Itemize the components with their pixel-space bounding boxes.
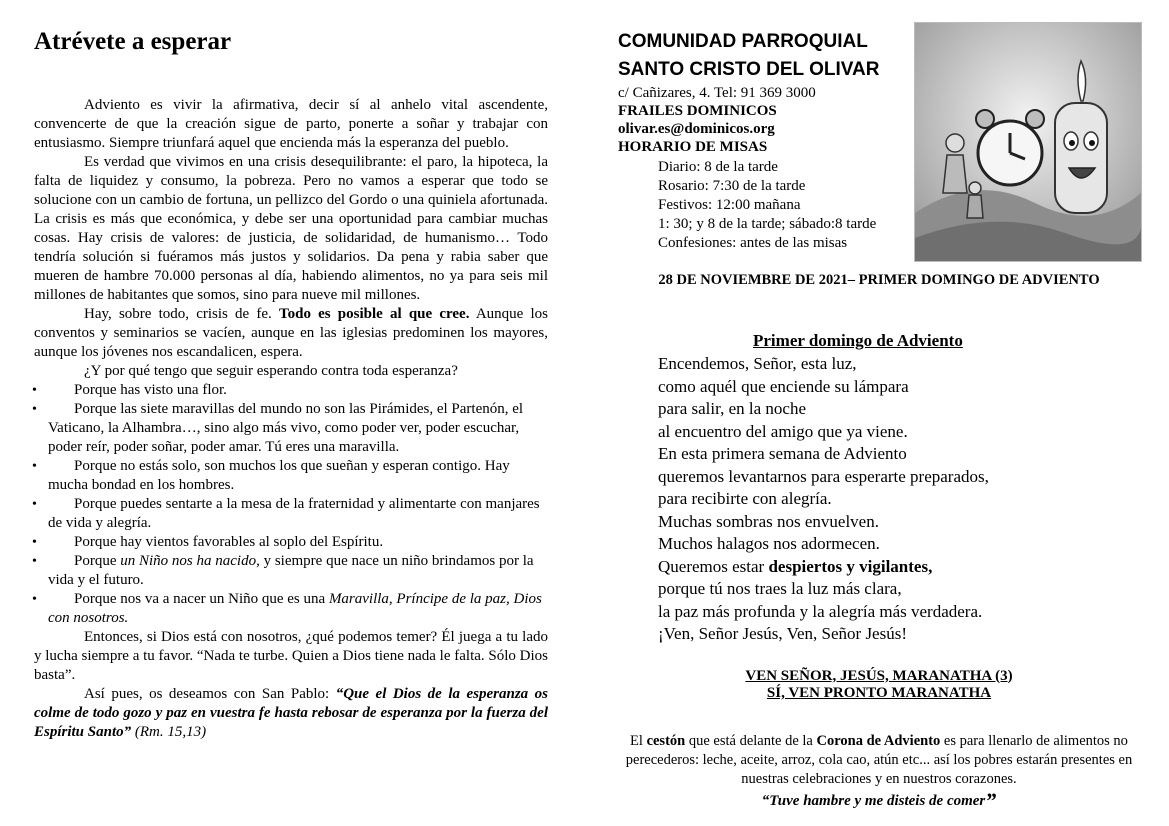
food-collection-note [618, 732, 1140, 789]
poem-vigil-bold: despiertos y vigilantes, [768, 556, 933, 576]
reasons-list [34, 381, 548, 628]
reason-item: • Porque las siete maravillas del mundo no son las Pirámides, el Partenón, el Vaticano, la Alhambra…, sino algo más vivo, como poder ver, poder escuchar, poder reír, poder soñar, poder amar. Tú eres una maravilla. [34, 400, 548, 457]
poem-line: como aquél que enciende su lámpara [658, 376, 909, 396]
article-closing: Entonces, si Dios está con nosotros, ¿qué podemos temer? Él juega a tu lado y lucha siempre a tu favor. “Nada te turbe. Quien a Dios tiene nada le falta. Sólo Dios basta”. [34, 629, 548, 683]
note-part: es para llenarlo de alimentos no perecederos: leche, aceite, arroz, cola cao, atún etc... así los pobres estarán presentes en nuestras celebraciones y en nuestros corazones. [625, 732, 1133, 787]
chorus-line-2: SÍ, VEN PRONTO MARANATHA [766, 684, 992, 701]
reason-nino-italic: un Niño nos ha nacido [120, 553, 257, 569]
mass-time: Rosario: 7:30 de la tarde [658, 178, 806, 194]
poem-line: Encendemos, Señor, esta luz, [658, 354, 857, 373]
reason-item: • Porque puedes sentarte a la mesa de la fraternidad y alimentarte con manjares de vida y alegría. [34, 495, 548, 533]
note-bold-corona: Corona de Adviento [816, 732, 941, 749]
poem-line: Muchas sombras nos envuelven. [658, 511, 879, 531]
parish-name-line-2: SANTO CRISTO DEL OLIVAR [618, 59, 880, 80]
poem [658, 331, 1140, 646]
reason-item-nino [34, 552, 548, 590]
mass-time: Festivos: 12:00 mañana [658, 197, 801, 213]
note-part: que está delante de la [688, 732, 813, 749]
final-pre: Así pues, os deseamos con San Pablo: [84, 686, 330, 702]
poem-line: para recibirte con alegría. [658, 489, 832, 508]
article-paragraph-2: Es verdad que vivimos en una crisis desequilibrante: el paro, la hipoteca, la falta de liquidez y consumo, la pobreza. Pero no vamos a esperar que todo se solucione con un cambio de fortuna, un pellizco del Gordo o una quiniela afortunada. La crisis es más que económica, y debe ser una oportunidad para cambiar muchas cosas. Hay crisis de valores: de justicia, de solidaridad, de humanismo… Todo tendría solución si fuéramos más justos y solidarios. Da pena y rabia saber que mueren de hambre 70.000 personas al día, habiendo alimentos, no ya para seis mil millones de habitantes que somos, sino para nueve mil millones. [34, 154, 548, 303]
poem-line: ¡Ven, Señor Jesús, Ven, Señor Jesús! [658, 624, 907, 643]
advent-candle-clock-cartoon-icon [914, 22, 1142, 262]
reason-item: • Porque no estás solo, son muchos los que sueñan y esperan contigo. Hay mucha bondad en los hombres. [34, 457, 548, 495]
final-ref: (Rm. 15,13) [134, 724, 207, 740]
parish-name-line-1: COMUNIDAD PARROQUIAL [618, 31, 868, 52]
article-paragraph-faith [34, 305, 548, 362]
right-column [618, 28, 1140, 813]
faith-bold: Todo es posible al que cree. [278, 306, 470, 322]
article-paragraph-1: Adviento es vivir la afirmativa, decir sí al anhelo vital ascendente, convencerte de que la creación sigue de parto, ponerte a soñar y trabajar con entusiasmo. Siempre triunfará aquel que encienda más la esperanza del pueblo. [34, 97, 548, 151]
reason-nino-post: , y siempre que nace un niño brindamos por la vida y el futuro. [48, 553, 534, 588]
parish-header [618, 28, 1140, 260]
left-column [34, 28, 548, 742]
article-title: Atrévete a esperar [34, 28, 232, 55]
reason-item: • Porque has visto una flor. [34, 381, 548, 400]
poem-line: Muchos halagos nos adormecen. [658, 534, 880, 553]
reason-maravilla-italic: Maravilla, Príncipe de la paz, Dios con nosotros. [48, 591, 542, 626]
final-quote: “Que el Dios de la esperanza os colme de todo gozo y paz en vuestra fe hasta rebosar de esperanza por la fuerza del Espíritu Santo” [34, 686, 549, 740]
quote-close-mark: ” [985, 787, 997, 813]
poem-line: para salir, en la noche [658, 399, 806, 418]
parish-address: c/ Cañizares, 4. Tel: 91 369 3000 [618, 85, 816, 101]
frailes-label: FRAILES DOMINICOS [618, 103, 777, 119]
quote-text: “Tuve hambre y me disteis de comer [761, 792, 986, 809]
article-final [34, 685, 548, 742]
faith-rest: Aunque los conventos y seminarios se vacíen, aunque en las iglesias predominen los mayores, aunque los jóvenes nos escandalicen, espera. [34, 306, 548, 360]
reason-item-maravilla [34, 590, 548, 628]
note-part: El [630, 732, 643, 749]
reason-maravilla-pre: Porque nos va a nacer un Niño que es una [74, 591, 326, 607]
mass-time: Confesiones: antes de las misas [658, 235, 848, 251]
poem-line-vigil [658, 556, 1140, 579]
horario-title: HORARIO DE MISAS [618, 139, 768, 155]
poem-line: En esta primera semana de Adviento [658, 444, 907, 463]
poem-line: queremos levantarnos para esperarte preparados, [658, 466, 989, 486]
poem-line: al encuentro del amigo que ya viene. [658, 421, 908, 441]
reason-item: • Porque hay vientos favorables al soplo del Espíritu. [34, 533, 548, 552]
mass-time: Diario: 8 de la tarde [658, 159, 778, 175]
article-question: ¿Y por qué tengo que seguir esperando contra toda esperanza? [84, 363, 458, 379]
poem-title: Primer domingo de Adviento [753, 331, 963, 350]
poem-vigil-pre: Queremos estar [658, 556, 765, 576]
reason-nino-pre: Porque [74, 553, 117, 569]
poem-line: la paz más profunda y la alegría más verdadera. [658, 601, 983, 621]
note-bold-ceston: cestón [646, 732, 686, 749]
date-line: 28 DE NOVIEMBRE DE 2021– PRIMER DOMINGO DE ADVIENTO [658, 272, 1100, 288]
chorus-line-1: VEN SEÑOR, JESÚS, MARANATHA (3) [745, 667, 1013, 684]
chorus [618, 668, 1140, 702]
faith-intro: Hay, sobre todo, crisis de fe. [84, 306, 272, 322]
poem-line: porque tú nos traes la luz más clara, [658, 579, 902, 598]
closing-quote [618, 787, 1140, 813]
mass-time: 1: 30; y 8 de la tarde; sábado:8 tarde [658, 216, 877, 232]
parish-email: olivar.es@dominicos.org [618, 121, 775, 137]
